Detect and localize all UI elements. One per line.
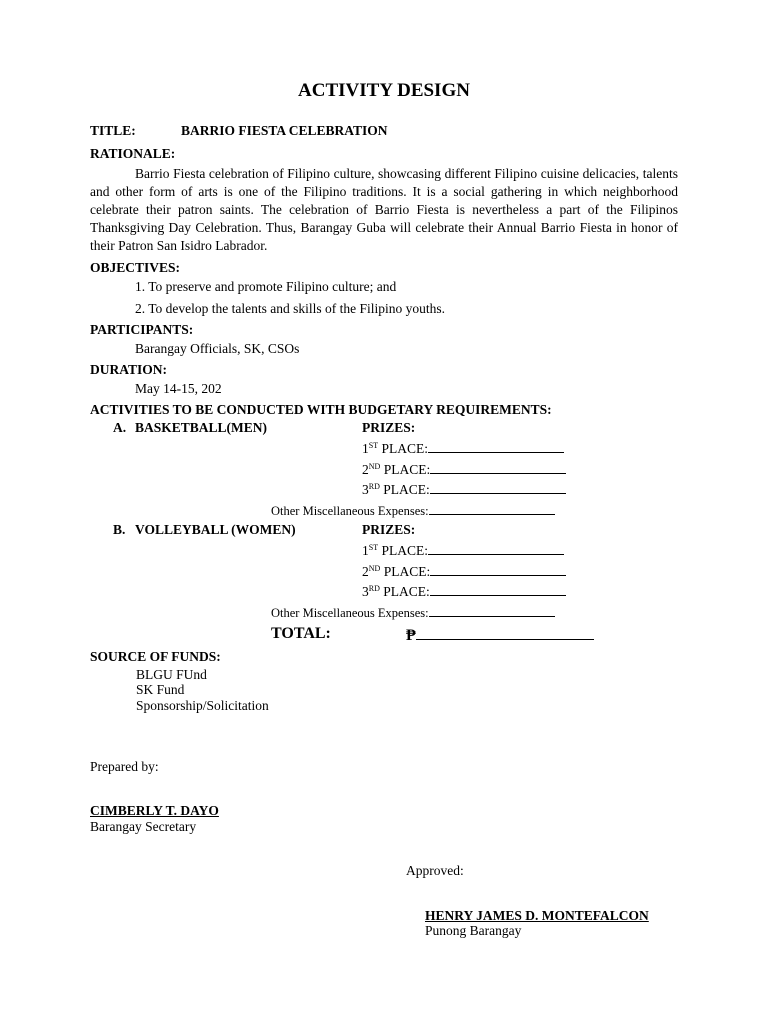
prizes-label: PRIZES: [362, 420, 416, 435]
amount-blank [430, 461, 566, 474]
place-number: 3 [362, 584, 369, 599]
amount-blank [430, 583, 566, 596]
amount-blank [430, 563, 566, 576]
place-label: PLACE: [381, 441, 428, 456]
objectives-label: OBJECTIVES: [90, 260, 181, 275]
place-label: PLACE: [383, 462, 431, 477]
activities-label: ACTIVITIES TO BE CONDUCTED WITH BUDGETARY REQUIREMENTS: [90, 402, 552, 417]
place-label: PLACE: [381, 543, 428, 558]
participants-value: Barangay Officials, SK, CSOs [135, 341, 300, 356]
approver-name: HENRY JAMES D. MONTEFALCON [425, 908, 649, 923]
prepared-by-label: Prepared by: [90, 759, 159, 774]
duration-label: DURATION: [90, 362, 167, 377]
title-value: BARRIO FIESTA CELEBRATION [181, 123, 388, 138]
prizes-label: PRIZES: [362, 522, 416, 537]
place-ordinal: RD [368, 584, 380, 593]
amount-blank [428, 542, 564, 555]
place-number: 1 [362, 441, 369, 456]
prize-place-row [362, 563, 566, 580]
place-ordinal: ST [368, 543, 379, 552]
rationale-text: Barrio Fiesta celebration of Filipino culture, showcasing different Filipino cuisine delicacies, talents and other form of arts is one of the Filipino traditions. It is a social gathering in which neighborhood celebrate their patron saints. The celebration of Barrio Fiesta is nevertheless a part of the Filipinos Thanksgiving Day Celebration. Thus, Barangay Guba will celebrate their Annual Barrio Fiesta in honor of their Patron San Isidro Labrador. [90, 166, 678, 253]
preparer-position: Barangay Secretary [90, 819, 197, 834]
fund-source-item: SK Fund [136, 682, 185, 697]
fund-source-item: Sponsorship/Solicitation [136, 698, 269, 713]
activity-name: BASKETBALL(MEN) [135, 420, 268, 435]
source-of-funds-label: SOURCE OF FUNDS: [90, 649, 221, 664]
amount-blank [430, 481, 566, 494]
place-number: 3 [362, 482, 369, 497]
rationale-label: RATIONALE: [90, 146, 176, 161]
prize-place-row [362, 461, 566, 478]
peso-symbol: ₱ [406, 627, 416, 644]
place-ordinal: ND [368, 462, 381, 471]
place-ordinal: ND [368, 564, 381, 573]
place-ordinal: RD [368, 482, 380, 491]
amount-blank [429, 502, 555, 515]
place-number: 1 [362, 543, 369, 558]
participants-label: PARTICIPANTS: [90, 322, 194, 337]
misc-label: Other Miscellaneous Expenses: [271, 504, 429, 518]
amount-blank [416, 625, 594, 640]
prize-place-row [362, 481, 566, 498]
approved-label: Approved: [406, 863, 464, 878]
place-label: PLACE: [383, 584, 430, 599]
place-label: PLACE: [383, 482, 430, 497]
prize-place-row [362, 440, 564, 457]
misc-label: Other Miscellaneous Expenses: [271, 606, 429, 620]
amount-blank [429, 604, 555, 617]
place-ordinal: ST [368, 441, 379, 450]
approver-position: Punong Barangay [425, 923, 522, 938]
activity-letter: B. [113, 522, 126, 537]
duration-value: May 14-15, 202 [135, 381, 222, 396]
prize-place-row [362, 583, 566, 600]
activity-name: VOLLEYBALL (WOMEN) [135, 522, 296, 537]
misc-expenses-row [271, 604, 555, 621]
place-number: 2 [362, 564, 369, 579]
objective-item: 2. To develop the talents and skills of the Filipino youths. [135, 301, 446, 316]
prize-place-row [362, 542, 564, 559]
title-label: TITLE: [90, 123, 136, 138]
objective-item: 1. To preserve and promote Filipino culture; and [135, 279, 397, 294]
activity-letter: A. [113, 420, 127, 435]
amount-blank [428, 440, 564, 453]
total-amount-row [406, 625, 594, 645]
place-label: PLACE: [383, 564, 431, 579]
misc-expenses-row [271, 502, 555, 519]
preparer-name: CIMBERLY T. DAYO [90, 803, 219, 818]
total-label: TOTAL: [271, 625, 331, 642]
document-heading: ACTIVITY DESIGN [298, 80, 470, 101]
place-number: 2 [362, 462, 369, 477]
fund-source-item: BLGU FUnd [136, 667, 207, 682]
